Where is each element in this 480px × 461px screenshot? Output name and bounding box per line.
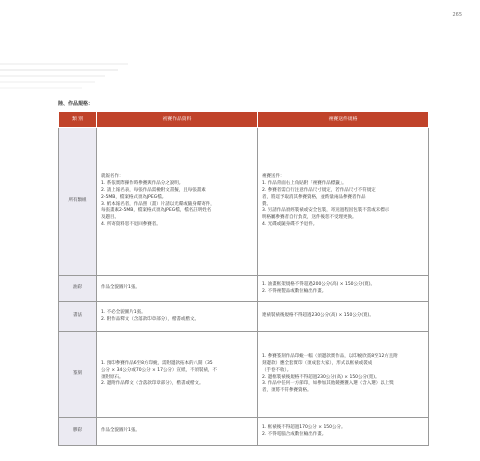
decorative-lines [0,60,140,100]
final-cell [258,128,429,276]
table-header-row [59,112,429,128]
line-list [101,428,253,435]
preliminary-cell [97,276,258,302]
text-line: （手卷不收）。 [262,367,292,373]
text-line: 每張畫素2-5MB，檔案格式須為JPEG檔，檔名註明姓名 [101,208,212,214]
text-line: 公分 × 34公分或70公分 × 17公分）宣紙，不須裝裱，不 [101,367,217,373]
line-list [262,313,424,320]
text-line: 就報名作： [101,173,124,179]
text-line: 複賽送件： [262,173,285,179]
table-row [59,276,429,302]
header-final: 複賽送件規格 [258,112,429,128]
text-line: 4. 所寄資料恕不退回參賽者。 [101,222,161,228]
preliminary-cell [97,128,258,276]
text-line: 3. 作品中任何一方節印，如參加其他競賽獲入選（含入選）以上獎 [262,381,394,387]
text-line: 1. 框裱後不得超過170公分 × 150公分。 [262,424,346,430]
text-line: 1. 系依實際操作時參賽與作品分之說明。 [101,180,184,186]
line-list [262,174,424,230]
table-row [59,332,429,418]
text-line: 者，須將不符參賽資格。 [262,388,312,394]
line-list [262,425,424,439]
text-line: 作品全貌圖片1張。 [101,428,140,434]
text-line: 2-5MB，檔案格式須為JPEG檔。 [101,194,167,200]
table-row [59,418,429,446]
text-line: 連裱裝裱後規格不得超過230公分(高) × 150公分(寬)。 [262,313,374,319]
text-line: 3. 紙本報名者，作品照（畫）片請以光碟或隨身碟寄件， [101,201,215,207]
text-line: 者，將逕予取消其參賽資格，並酌量兩品參賽者作品 [262,194,366,200]
preliminary-cell [97,332,258,418]
line-list [101,361,253,389]
category-cell: 膠彩 [59,418,97,446]
text-line: 明格屬參賽者自行負責，送件後恕不受理更換。 [262,215,357,221]
header-preliminary: 初賽作品資料 [97,112,258,128]
text-line: 1. 作品背面右上角貼附「複賽作品標籤」。 [262,180,347,186]
line-list [101,285,253,292]
text-line: 2. 附作品釋文（含落款印章部分），楷書或楷文。 [101,316,199,322]
text-line: 1. 不必全貌圖片1張。 [101,309,146,315]
preliminary-cell [97,302,258,332]
category-cell: 油彩 [59,276,97,302]
text-line: 2. 請上報名表，每張作品需檢附文書擬，且每張畫素 [101,187,206,193]
text-line: 2. 不得電腦合成數位輸出作畫。 [262,431,327,437]
final-cell [258,302,429,332]
text-line: 2. 邊框裝裱後規格不得超過230公分(高) × 150公分(寬)。 [262,374,380,380]
text-line: 4. 光碟或隨身碟不予退件。 [262,222,318,228]
text-line: 作品全貌圖片1張。 [101,285,140,291]
preliminary-cell [97,418,258,446]
text-line: 須附原石。 [101,374,124,380]
category-cell: 書法 [59,302,97,332]
text-line: 費。 [262,201,271,207]
final-cell [258,276,429,302]
category-cell: 所有類組 [59,128,97,276]
table-row [59,128,429,276]
text-line: 1. 參賽篆刻作品印蛻一幅（須邊款實作品，以印蛻欣賞8至12方且附 [262,353,398,359]
line-list [101,174,253,230]
final-cell [258,418,429,446]
section-heading: 陸、作品規格： [58,101,94,107]
text-line: 2. 參賽者需自行注意作品尺寸規定，若作品尺寸不符規定 [262,187,376,193]
line-list [262,354,424,396]
text-line: 2. 邊附作品釋文（含落款印章部分），楷書或楷文。 [101,381,204,387]
text-line: 2. 不得複製品或數位輸出作畫。 [262,288,327,294]
final-cell [258,332,429,418]
text-line: 3. 另請作品須經裝裱或安全包裝，寄送過程因包裝不當或未標示 [262,208,390,214]
text-line: 及題目。 [101,215,119,221]
table-row [59,302,429,332]
text-line: 刻邊款）應全套實印（須成套大家），形式以框裱或裝成 [262,360,373,366]
specification-table [58,111,429,446]
category-cell: 篆刻 [59,332,97,418]
header-category: 類 別 [59,112,97,128]
page-number: 265 [452,12,462,18]
line-list [262,282,424,296]
line-list [101,310,253,324]
text-line: 1. 預印參賽作品6至8方印蛻，需附邊款拓本的八開（35 [101,360,213,366]
text-line: 1. 油畫框架規格不得超過200公分(高) × 150公分(寬)。 [262,281,376,287]
